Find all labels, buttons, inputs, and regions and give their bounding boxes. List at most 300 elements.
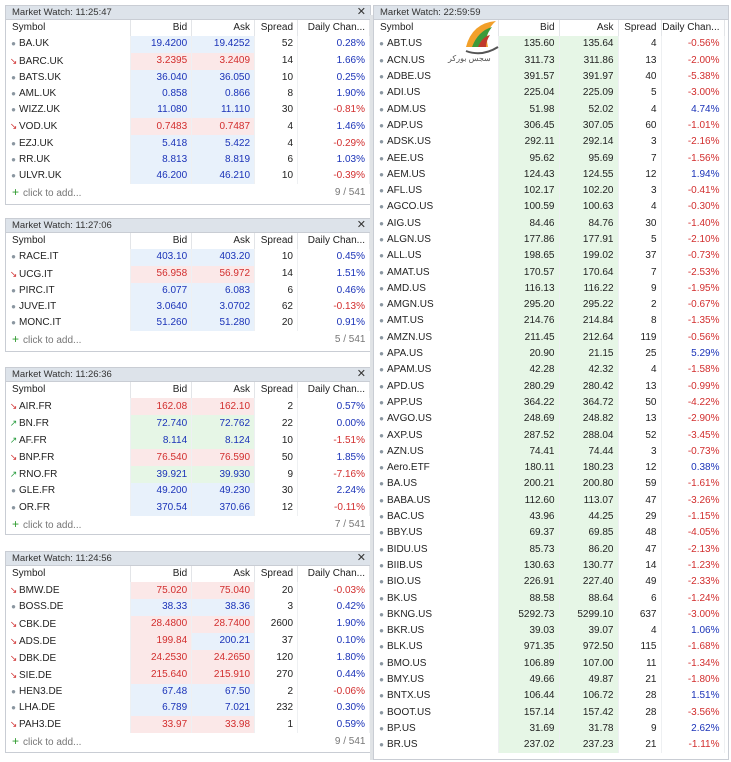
add-symbol-row[interactable]	[6, 331, 370, 349]
table-row[interactable]	[374, 607, 724, 623]
col-bid[interactable]: Bid	[131, 566, 192, 582]
table-row[interactable]	[374, 297, 724, 313]
symbol-cell	[374, 134, 498, 150]
table-row[interactable]	[374, 281, 724, 297]
table-row[interactable]	[6, 249, 370, 265]
spread-cell: 47	[618, 493, 661, 509]
spread-cell: 52	[255, 36, 298, 52]
symbol-name: BP.US	[387, 722, 416, 734]
dot-icon: ●	[379, 186, 384, 196]
add-symbol-cell[interactable]	[6, 331, 255, 349]
ask-cell: 116.22	[559, 281, 618, 297]
daily-change-cell: 0.42%	[298, 599, 370, 615]
arrow-down-icon: ↘	[9, 635, 18, 646]
symbol-name: RACE.IT	[19, 251, 59, 263]
table-row[interactable]	[374, 101, 724, 117]
bid-cell: 311.73	[498, 53, 559, 69]
symbol-cell	[6, 102, 131, 118]
daily-change-cell: -0.06%	[298, 684, 370, 700]
ask-cell: 95.69	[559, 150, 618, 166]
table-row[interactable]	[374, 672, 724, 688]
spread-cell: 12	[618, 167, 661, 183]
symbol-name: OR.FR	[19, 501, 51, 513]
bid-cell: 102.17	[498, 183, 559, 199]
symbol-name: RR.UK	[19, 153, 51, 165]
symbol-cell	[6, 283, 131, 299]
daily-change-cell: -0.39%	[298, 168, 370, 184]
add-symbol-row[interactable]	[6, 516, 370, 534]
col-spread[interactable]: Spread	[255, 233, 298, 249]
spread-cell: 232	[255, 700, 298, 716]
table-row[interactable]	[374, 704, 724, 720]
col-ask[interactable]: Ask	[559, 20, 618, 36]
table-row[interactable]	[374, 460, 724, 476]
dot-icon: ●	[379, 332, 384, 342]
arrow-up-icon: ↗	[9, 418, 18, 429]
col-spread[interactable]: Spread	[618, 20, 661, 36]
table-row[interactable]	[374, 721, 724, 737]
symbol-cell	[374, 639, 498, 655]
table-row[interactable]	[374, 476, 724, 492]
bid-cell: 248.69	[498, 411, 559, 427]
daily-change-cell: 1.90%	[298, 616, 370, 633]
table-row[interactable]	[6, 667, 370, 684]
table-row[interactable]	[6, 266, 370, 283]
table-row[interactable]	[6, 53, 370, 70]
symbol-name: BIDU.US	[387, 543, 428, 555]
ask-cell: 180.23	[559, 460, 618, 476]
dot-icon: ●	[379, 72, 384, 82]
spread-cell: 4	[255, 118, 298, 135]
bid-cell: 130.63	[498, 558, 559, 574]
col-bid[interactable]: Bid	[131, 233, 192, 249]
col-symbol[interactable]: Symbol	[6, 20, 131, 36]
ask-cell: 199.02	[559, 248, 618, 264]
bid-cell: 225.04	[498, 85, 559, 101]
broker-logo-icon	[462, 17, 502, 57]
spread-cell: 5	[618, 85, 661, 101]
col-daily-change[interactable]: Daily Chan...	[298, 566, 370, 582]
table-row[interactable]	[374, 330, 724, 346]
add-symbol-cell[interactable]	[6, 516, 255, 534]
dot-icon: ●	[379, 626, 384, 636]
col-symbol[interactable]: Symbol	[6, 382, 131, 398]
symbol-cell	[374, 101, 498, 117]
table-row[interactable]	[6, 616, 370, 633]
col-symbol[interactable]: Symbol	[374, 20, 498, 36]
col-ask[interactable]: Ask	[192, 233, 255, 249]
table-row[interactable]	[374, 558, 724, 574]
table-row[interactable]	[374, 427, 724, 443]
dot-icon: ●	[11, 602, 16, 612]
daily-change-cell: 0.91%	[298, 315, 370, 331]
ask-cell: 36.050	[192, 70, 255, 86]
table-row[interactable]	[374, 590, 724, 606]
table-row[interactable]	[374, 248, 724, 264]
spread-cell: 48	[618, 525, 661, 541]
ask-cell: 212.64	[559, 330, 618, 346]
table-row[interactable]	[374, 542, 724, 558]
ask-cell: 38.36	[192, 599, 255, 615]
daily-change-cell: 0.00%	[298, 415, 370, 432]
col-ask[interactable]: Ask	[192, 382, 255, 398]
table-row[interactable]	[374, 150, 724, 166]
symbol-name: SIE.DE	[19, 669, 52, 681]
table-row[interactable]	[374, 134, 724, 150]
bid-cell: 56.958	[131, 266, 192, 283]
symbol-cell	[374, 623, 498, 639]
spread-cell: 9	[618, 721, 661, 737]
bid-cell: 370.54	[131, 500, 192, 516]
add-symbol-cell[interactable]	[6, 184, 255, 202]
bid-cell: 170.57	[498, 264, 559, 280]
bid-cell: 20.90	[498, 346, 559, 362]
spread-cell: 28	[618, 704, 661, 720]
symbol-name: ADBE.US	[387, 71, 431, 83]
dot-icon: ●	[379, 267, 384, 277]
symbol-cell	[6, 36, 131, 52]
symbol-name: BIIB.US	[387, 559, 423, 571]
ask-cell: 107.00	[559, 656, 618, 672]
panel-title	[6, 552, 370, 566]
symbol-name: BKR.US	[387, 625, 425, 637]
symbol-cell	[374, 493, 498, 509]
bid-cell: 106.89	[498, 656, 559, 672]
table-row[interactable]	[374, 36, 724, 52]
table-row[interactable]	[6, 599, 370, 615]
ask-cell: 21.15	[559, 346, 618, 362]
table-row[interactable]	[374, 688, 724, 704]
table-row[interactable]	[6, 118, 370, 135]
table-row[interactable]	[374, 574, 724, 590]
daily-change-cell: 1.03%	[298, 152, 370, 168]
symbol-cell	[6, 70, 131, 86]
bid-cell: 51.260	[131, 315, 192, 331]
dot-icon: ●	[379, 397, 384, 407]
table-row[interactable]	[6, 398, 370, 415]
ask-cell: 113.07	[559, 493, 618, 509]
table-row[interactable]	[374, 737, 724, 753]
symbol-cell	[374, 167, 498, 183]
bid-cell: 5.418	[131, 135, 192, 151]
symbol-name: BABA.US	[387, 494, 431, 506]
spread-cell: 270	[255, 667, 298, 684]
table-row[interactable]	[374, 167, 724, 183]
col-daily-change[interactable]: Daily Chan...	[298, 20, 370, 36]
symbol-cell	[6, 315, 131, 331]
spread-cell: 14	[255, 266, 298, 283]
symbol-cell	[6, 86, 131, 102]
add-symbol-cell[interactable]	[6, 733, 255, 751]
table-row[interactable]	[374, 395, 724, 411]
col-daily-change[interactable]: Daily Chan...	[661, 20, 724, 36]
spread-cell: 28	[618, 688, 661, 704]
col-bid[interactable]: Bid	[498, 20, 559, 36]
table-row[interactable]	[6, 483, 370, 499]
symbol-name: AGCO.US	[387, 201, 434, 213]
daily-change-cell: 0.59%	[298, 716, 370, 733]
symbol-name: EZJ.UK	[19, 137, 54, 149]
ask-cell: 49.87	[559, 672, 618, 688]
table-row[interactable]	[6, 168, 370, 184]
close-icon[interactable]: ✕	[356, 552, 366, 564]
spread-cell: 30	[618, 216, 661, 232]
spread-cell: 49	[618, 574, 661, 590]
ask-cell: 5.422	[192, 135, 255, 151]
spread-cell: 4	[618, 101, 661, 117]
spread-cell: 22	[255, 415, 298, 432]
symbols-table	[6, 20, 370, 202]
col-spread[interactable]: Spread	[255, 20, 298, 36]
spread-cell: 13	[618, 379, 661, 395]
symbol-name: WIZZ.UK	[19, 104, 61, 116]
table-row[interactable]	[374, 346, 724, 362]
symbol-cell	[6, 152, 131, 168]
table-row[interactable]	[6, 500, 370, 516]
spread-cell: 60	[618, 118, 661, 134]
table-row[interactable]	[374, 362, 724, 378]
daily-change-cell: 1.46%	[298, 118, 370, 135]
dot-icon: ●	[379, 349, 384, 359]
table-row[interactable]	[6, 633, 370, 650]
table-row[interactable]	[374, 183, 724, 199]
symbols-table	[6, 382, 370, 534]
table-row[interactable]	[6, 152, 370, 168]
table-row[interactable]	[6, 36, 370, 52]
symbol-cell	[374, 656, 498, 672]
dot-icon: ●	[11, 138, 16, 148]
table-row[interactable]	[6, 102, 370, 118]
table-row[interactable]	[374, 313, 724, 329]
spread-cell: 52	[618, 427, 661, 443]
dot-icon: ●	[11, 154, 16, 164]
ask-cell: 31.78	[559, 721, 618, 737]
dot-icon: ●	[379, 512, 384, 522]
spread-cell: 10	[255, 168, 298, 184]
ask-cell: 39.07	[559, 623, 618, 639]
bid-cell: 0.7483	[131, 118, 192, 135]
daily-change-cell: -2.13%	[661, 542, 724, 558]
table-row[interactable]	[6, 432, 370, 449]
symbol-cell	[6, 582, 131, 599]
dot-icon: ●	[379, 283, 384, 293]
daily-change-cell: -1.40%	[661, 216, 724, 232]
bid-cell: 162.08	[131, 398, 192, 415]
table-row[interactable]	[374, 525, 724, 541]
bid-cell: 11.080	[131, 102, 192, 118]
table-row[interactable]	[6, 70, 370, 86]
spread-cell: 2600	[255, 616, 298, 633]
symbol-cell	[374, 672, 498, 688]
symbol-cell	[6, 633, 131, 650]
dot-icon: ●	[379, 104, 384, 114]
add-symbol-row[interactable]	[6, 184, 370, 202]
table-row[interactable]	[374, 216, 724, 232]
symbol-cell	[374, 737, 498, 753]
daily-change-cell: -1.15%	[661, 509, 724, 525]
symbol-cell	[6, 700, 131, 716]
add-symbol-row[interactable]	[6, 733, 370, 751]
dot-icon: ●	[379, 55, 384, 65]
ask-cell: 33.98	[192, 716, 255, 733]
table-row[interactable]	[6, 650, 370, 667]
symbols-table	[6, 566, 370, 751]
close-icon[interactable]: ✕	[356, 368, 366, 380]
symbol-name: AXP.US	[387, 429, 423, 441]
plus-icon: +	[12, 332, 20, 347]
table-row[interactable]	[374, 199, 724, 215]
symbol-cell	[6, 449, 131, 466]
spread-cell: 62	[255, 299, 298, 315]
spread-cell: 4	[618, 362, 661, 378]
symbol-name: VOD.UK	[19, 121, 58, 133]
table-row[interactable]	[6, 299, 370, 315]
table-row[interactable]	[374, 85, 724, 101]
table-row[interactable]	[374, 69, 724, 85]
table-row[interactable]	[6, 700, 370, 716]
add-symbol-label: click to add...	[23, 519, 82, 531]
col-bid[interactable]: Bid	[131, 20, 192, 36]
ask-cell: 102.20	[559, 183, 618, 199]
ask-cell: 49.230	[192, 483, 255, 499]
table-row[interactable]	[6, 582, 370, 599]
symbol-cell	[6, 466, 131, 483]
table-row[interactable]	[374, 264, 724, 280]
table-row[interactable]	[6, 135, 370, 151]
col-ask[interactable]: Ask	[192, 20, 255, 36]
daily-change-cell: 5.29%	[661, 346, 724, 362]
spread-cell: 2	[618, 297, 661, 313]
col-symbol[interactable]: Symbol	[6, 233, 131, 249]
plus-icon: +	[12, 734, 20, 749]
ask-cell: 215.910	[192, 667, 255, 684]
symbol-count: 5 / 541	[334, 334, 366, 346]
col-spread[interactable]: Spread	[255, 382, 298, 398]
table-row[interactable]	[6, 315, 370, 331]
table-row[interactable]	[6, 684, 370, 700]
symbol-cell	[6, 266, 131, 283]
bid-cell: 28.4800	[131, 616, 192, 633]
table-row[interactable]	[374, 411, 724, 427]
symbol-name: ULVR.UK	[19, 170, 62, 182]
symbol-cell	[374, 542, 498, 558]
symbol-cell	[374, 199, 498, 215]
dot-icon: ●	[379, 446, 384, 456]
bid-cell: 46.200	[131, 168, 192, 184]
ask-cell: 24.2650	[192, 650, 255, 667]
table-row[interactable]	[374, 444, 724, 460]
symbol-cell	[6, 650, 131, 667]
table-row[interactable]	[374, 493, 724, 509]
close-icon[interactable]: ✕	[356, 6, 366, 18]
bid-cell: 287.52	[498, 427, 559, 443]
table-row[interactable]	[6, 86, 370, 102]
spread-cell: 20	[255, 315, 298, 331]
table-row[interactable]	[6, 716, 370, 733]
symbol-name: MONC.IT	[19, 317, 62, 329]
symbol-cell	[6, 483, 131, 499]
table-row[interactable]	[374, 232, 724, 248]
table-row[interactable]	[6, 466, 370, 483]
table-row[interactable]	[374, 639, 724, 655]
dot-icon: ●	[379, 560, 384, 570]
col-bid[interactable]: Bid	[131, 382, 192, 398]
dot-icon: ●	[379, 740, 384, 750]
panel-title	[6, 219, 370, 233]
col-ask[interactable]: Ask	[192, 566, 255, 582]
panel-title	[6, 368, 370, 382]
ask-cell: 88.64	[559, 590, 618, 606]
symbol-name: BNTX.US	[387, 690, 431, 702]
table-row[interactable]	[6, 449, 370, 466]
bid-cell: 403.10	[131, 249, 192, 265]
ask-cell: 288.04	[559, 427, 618, 443]
symbol-name: BKNG.US	[387, 608, 433, 620]
ask-cell: 72.762	[192, 415, 255, 432]
bid-cell: 292.11	[498, 134, 559, 150]
ask-cell: 8.124	[192, 432, 255, 449]
table-row[interactable]	[374, 656, 724, 672]
ask-cell: 200.21	[192, 633, 255, 650]
dot-icon: ●	[379, 658, 384, 668]
table-row[interactable]	[374, 509, 724, 525]
daily-change-cell: -1.34%	[661, 656, 724, 672]
spread-cell: 30	[255, 102, 298, 118]
col-symbol[interactable]: Symbol	[6, 566, 131, 582]
symbol-name: BAC.US	[387, 511, 425, 523]
close-icon[interactable]: ✕	[356, 219, 366, 231]
dot-icon: ●	[379, 707, 384, 717]
arrow-up-icon: ↗	[9, 469, 18, 480]
col-spread[interactable]: Spread	[255, 566, 298, 582]
broker-logo-text: سجس بورکر	[448, 54, 491, 63]
dot-icon: ●	[11, 686, 16, 696]
bid-cell: 39.921	[131, 466, 192, 483]
ask-cell: 39.930	[192, 466, 255, 483]
daily-change-cell: -1.68%	[661, 639, 724, 655]
ask-cell: 44.25	[559, 509, 618, 525]
spread-cell: 4	[618, 36, 661, 52]
table-row[interactable]	[374, 118, 724, 134]
dot-icon: ●	[379, 153, 384, 163]
col-daily-change[interactable]: Daily Chan...	[298, 233, 370, 249]
ask-cell: 227.40	[559, 574, 618, 590]
table-header	[6, 566, 370, 582]
bid-cell: 84.46	[498, 216, 559, 232]
table-row[interactable]	[374, 379, 724, 395]
table-row[interactable]	[374, 623, 724, 639]
arrow-down-icon: ↘	[9, 719, 18, 730]
plus-icon: +	[12, 516, 20, 531]
symbol-cell	[374, 346, 498, 362]
table-row[interactable]	[6, 283, 370, 299]
daily-change-cell: 1.94%	[661, 167, 724, 183]
ask-cell: 67.50	[192, 684, 255, 700]
add-symbol-label: click to add...	[23, 737, 82, 749]
table-row[interactable]	[6, 415, 370, 432]
col-daily-change[interactable]: Daily Chan...	[298, 382, 370, 398]
symbols-table	[374, 20, 725, 753]
symbol-name: ADSK.US	[387, 136, 431, 148]
daily-change-cell: 1.85%	[298, 449, 370, 466]
spread-cell: 7	[618, 264, 661, 280]
ask-cell: 130.77	[559, 558, 618, 574]
bid-cell: 124.43	[498, 167, 559, 183]
table-row[interactable]	[374, 53, 724, 69]
bid-cell: 295.20	[498, 297, 559, 313]
daily-change-cell: -0.99%	[661, 379, 724, 395]
ask-cell: 170.64	[559, 264, 618, 280]
